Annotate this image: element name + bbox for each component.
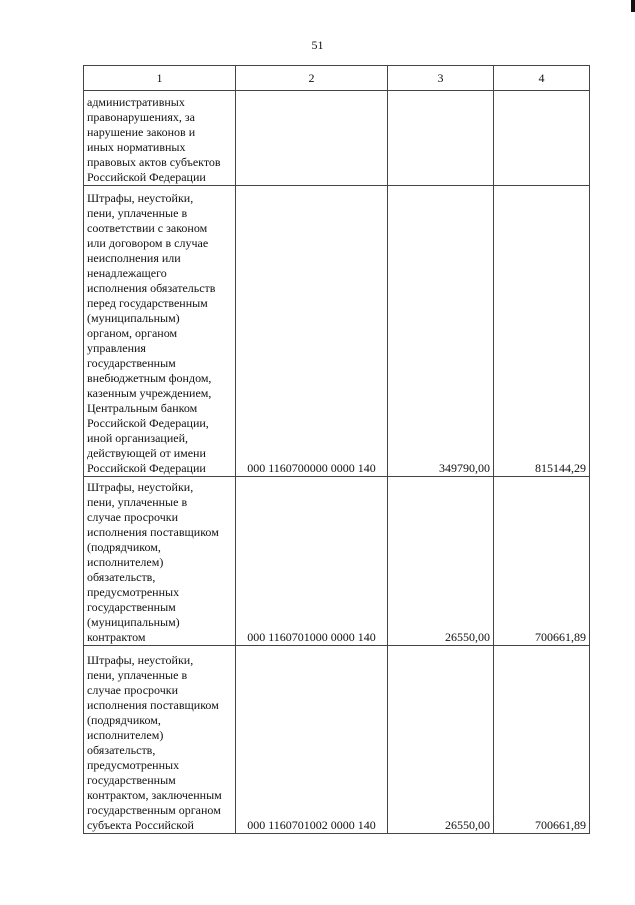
header-col-1: 1 [84,66,236,91]
row-name-text: административных правонарушениях, за нарушение законов и иных нормативных правовых актов субъектов Российской Федерации [87,95,221,184]
scan-corner-mark [631,0,635,12]
row-name-cell [84,477,236,646]
row-code-cell: 000 1160701000 0000 140 [236,477,388,646]
header-col-3: 3 [388,66,494,91]
row-col3-cell [388,91,494,186]
table-row [84,646,590,834]
table-row [84,186,590,477]
row-name-cell [84,91,236,186]
row-col4-cell [494,91,590,186]
row-col3-cell: 26550,00 [388,646,494,834]
row-col4-cell: 700661,89 [494,477,590,646]
row-col4-cell: 815144,29 [494,186,590,477]
row-code-cell: 000 1160700000 0000 140 [236,186,388,477]
row-col4-cell: 700661,89 [494,646,590,834]
row-col3-cell: 349790,00 [388,186,494,477]
page-number: 51 [311,38,324,52]
table-row [84,91,590,186]
header-col-2: 2 [236,66,388,91]
row-code-cell: 000 1160701002 0000 140 [236,646,388,834]
row-name-text: Штрафы, неустойки, пени, уплаченные в случае просрочки исполнения поставщиком (подрядчиком, исполнителем) обязательств, предусмотренных государственным контрактом, заключенным государственным органом субъекта Российской [87,653,222,832]
revenue-table [83,65,590,834]
header-col-4: 4 [494,66,590,91]
header-row [84,66,590,91]
row-code-cell [236,91,388,186]
row-name-cell [84,646,236,834]
row-name-text: Штрафы, неустойки, пени, уплаченные в случае просрочки исполнения поставщиком (подрядчиком, исполнителем) обязательств, предусмотренных государственным (муниципальным) контрактом [87,480,219,644]
table-row [84,477,590,646]
row-col3-cell: 26550,00 [388,477,494,646]
row-name-cell [84,186,236,477]
row-name-text: Штрафы, неустойки, пени, уплаченные в соответствии с законом или договором в случае неисполнения или ненадлежащего исполнения обязательств перед государственным (муниципальным) органом, органом управления государственным внебюджетным фондом, казенным учреждением, Центральным банком Российской Федерации, иной организацией, действующей от имени Российской Федерации [87,191,216,475]
